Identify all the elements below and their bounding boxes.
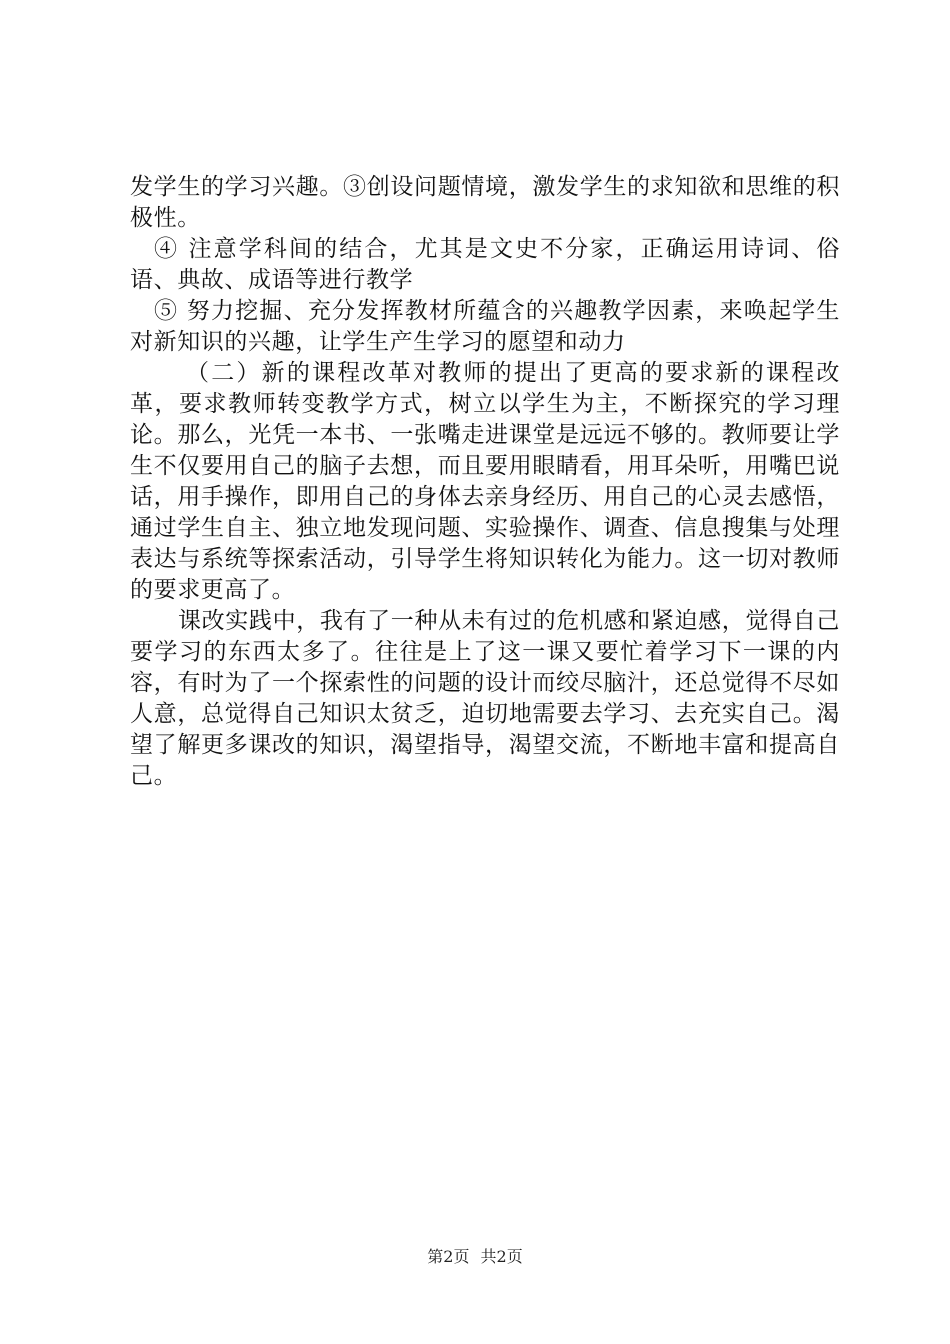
page-number: 第2页 <box>427 1247 470 1266</box>
page-total: 共2页 <box>480 1247 523 1266</box>
paragraph-4: （二）新的课程改革对教师的提出了更高的要求新的课程改革，要求教师转变教学方式，树立以学生为主，不断探究的学习理论。那么，光凭一本书、一张嘴走进课堂是远远不够的。教师要让学生不仅要用自己的脑子去想，而且要用眼睛看，用耳朵听，用嘴巴说话，用手操作，即用自己的身体去亲身经历、用自己的心灵去感悟，通过学生自主、独立地发现问题、实验操作、调查、信息搜集与处理表达与系统等探索活动，引导学生将知识转化为能力。这一切对教师的要求更高了。 <box>130 360 840 603</box>
paragraph-3: ⑤ 努力挖掘、充分发挥教材所蕴含的兴趣教学因素，来唤起学生对新知识的兴趣，让学生产生学习的愿望和动力 <box>130 298 840 355</box>
paragraph-2: ④ 注意学科间的结合，尤其是文史不分家，正确运用诗词、俗语、典故、成语等进行教学 <box>130 236 840 293</box>
paragraph-1: 发学生的学习兴趣。③创设问题情境，激发学生的求知欲和思维的积极性。 <box>130 174 840 231</box>
paragraph-5: 课改实践中，我有了一种从未有过的危机感和紧迫感，觉得自己要学习的东西太多了。往往是上了这一课又要忙着学习下一课的内容，有时为了一个探索性的问题的设计而绞尽脑汁，还总觉得不尽如人意，总觉得自己知识太贫乏，迫切地需要去学习、去充实自己。渴望了解更多课改的知识，渴望指导，渴望交流，不断地丰富和提高自己。 <box>130 608 840 789</box>
page-footer <box>0 1244 950 1267</box>
document-body <box>130 172 840 792</box>
